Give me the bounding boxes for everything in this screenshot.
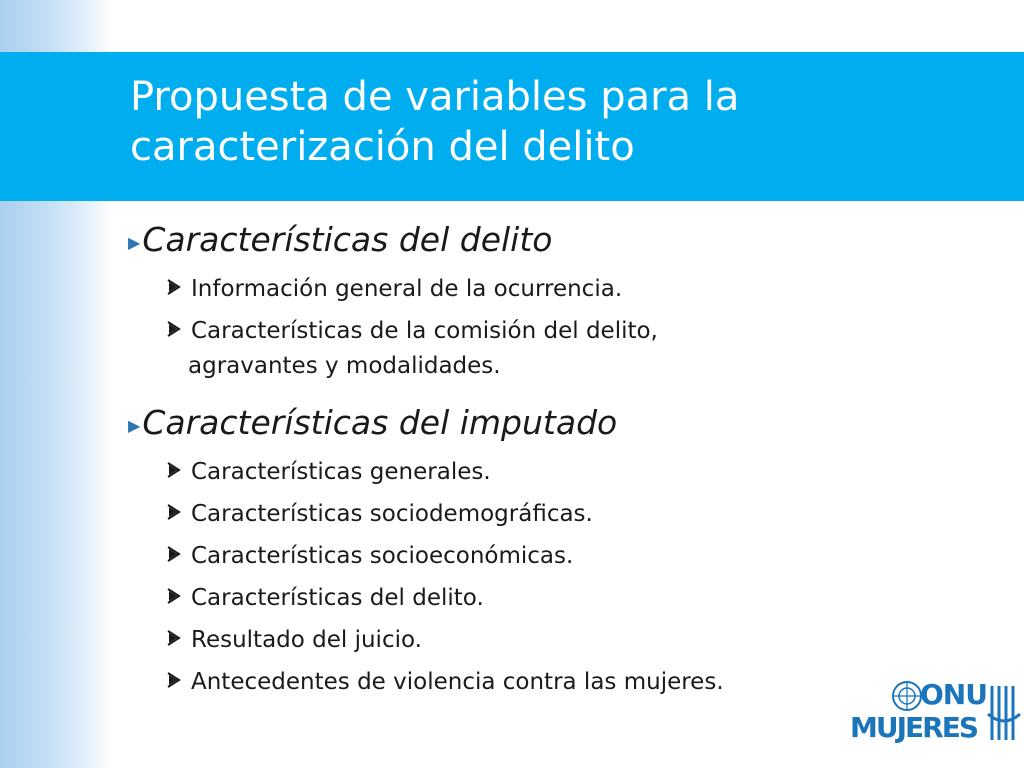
bullet-item — [163, 623, 422, 658]
laurel-icon — [986, 682, 1022, 744]
triangle-right-icon: ▶ — [128, 233, 141, 252]
bullet-item-label: Características socioeconómicas. — [191, 543, 574, 569]
bullet-item-continuation: agravantes y modalidades. — [188, 353, 501, 379]
chevron-right-icon — [163, 671, 191, 689]
chevron-right-icon — [163, 629, 191, 647]
bullet-item — [163, 314, 658, 384]
bullet-item-label: Características de la comisión del delito, — [191, 318, 658, 344]
triangle-right-icon: ▶ — [128, 416, 141, 435]
chevron-right-icon — [163, 278, 191, 296]
chevron-right-icon — [163, 320, 191, 338]
section-heading-imputado — [128, 403, 617, 442]
bullet-item-label: Información general de la ocurrencia. — [191, 276, 623, 302]
logo-text-mujeres: MUJERES — [850, 711, 977, 744]
bullet-item-label: Características del delito. — [191, 585, 484, 611]
section-heading-label: Características del imputado — [142, 403, 618, 442]
chevron-right-icon — [163, 503, 191, 521]
bullet-item — [163, 665, 724, 700]
slide-title-line-2: caracterización del delito — [130, 124, 635, 170]
bullet-item — [163, 497, 593, 532]
slide-title-line-1: Propuesta de variables para la — [130, 74, 740, 120]
bullet-item — [163, 581, 484, 616]
section-heading-delito — [128, 220, 552, 259]
chevron-right-icon — [163, 545, 191, 563]
bullet-item-label: Características generales. — [191, 459, 491, 485]
onu-mujeres-logo — [850, 680, 1022, 746]
bullet-item — [163, 272, 622, 307]
bullet-item — [163, 539, 573, 574]
logo-text-onu: ONU — [920, 678, 987, 711]
bullet-item — [163, 455, 491, 490]
chevron-right-icon — [163, 587, 191, 605]
bullet-item-label: Características sociodemográficas. — [191, 501, 593, 527]
chevron-right-icon — [163, 461, 191, 479]
bullet-item-label: Antecedentes de violencia contra las mujeres. — [191, 669, 724, 695]
bullet-item-label: Resultado del juicio. — [191, 627, 422, 653]
section-heading-label: Características del delito — [142, 220, 553, 259]
